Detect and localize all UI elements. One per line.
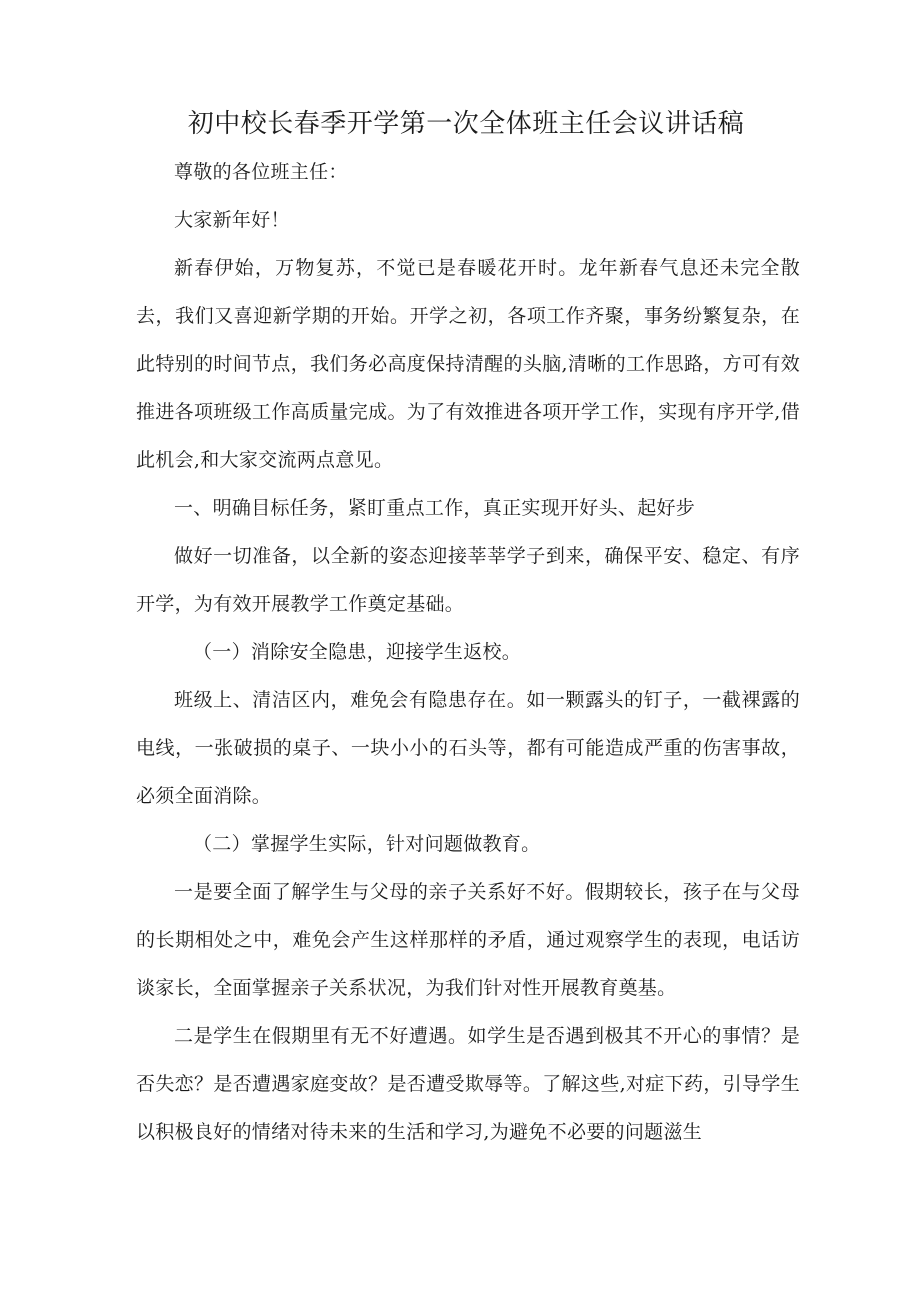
paragraph-preparation: 做好一切准备，以全新的姿态迎接莘莘学子到来，确保平安、稳定、有序开学，为有效开展教学工作奠定基础。 bbox=[136, 545, 800, 615]
paragraph-family-relations: 一是要全面了解学生与父母的亲子关系好不好。假期较长，孩子在与父母的长期相处之中，难免会产生这样那样的矛盾，通过观察学生的表现，电话访谈家长，全面掌握亲子关系状况，为我们针对性开展教育奠基。 bbox=[136, 881, 800, 999]
subsection-heading-2: （二）掌握学生实际，针对问题做教育。 bbox=[193, 833, 541, 855]
greeting: 大家新年好！ bbox=[174, 209, 290, 231]
document-body bbox=[136, 148, 800, 1156]
paragraph-intro: 新春伊始，万物复苏，不觉已是春暖花开时。龙年新春气息还未完全散去，我们又喜迎新学期的开始。开学之初，各项工作齐聚，事务纷繁复杂，在此特别的时间节点，我们务必高度保持清醒的头脑,清晰的工作思路，方可有效推进各项班级工作高质量完成。为了有效推进各项开学工作，实现有序开学,借此机会,和大家交流两点意见。 bbox=[136, 257, 800, 471]
document-title: 初中校长春季开学第一次全体班主任会议讲话稿 bbox=[187, 109, 745, 139]
paragraph-holiday-experiences: 二是学生在假期里有无不好遭遇。如学生是否遇到极其不开心的事情？是否失恋？是否遭遇家庭变故？是否遭受欺辱等。了解这些,对症下药，引导学生以积极良好的情绪对待未来的生活和学习,为避免不必要的问题滋生 bbox=[136, 1025, 800, 1143]
paragraph-safety: 班级上、清洁区内，难免会有隐患存在。如一颗露头的钉子，一截裸露的电线，一张破损的桌子、一块小小的石头等，都有可能造成严重的伤害事故，必须全面消除。 bbox=[136, 689, 800, 807]
section-heading-1: 一、明确目标任务，紧盯重点工作，真正实现开好头、起好步 bbox=[174, 497, 696, 519]
subsection-heading-1: （一）消除安全隐患，迎接学生返校。 bbox=[193, 641, 522, 663]
salutation: 尊敬的各位班主任： bbox=[174, 161, 348, 183]
